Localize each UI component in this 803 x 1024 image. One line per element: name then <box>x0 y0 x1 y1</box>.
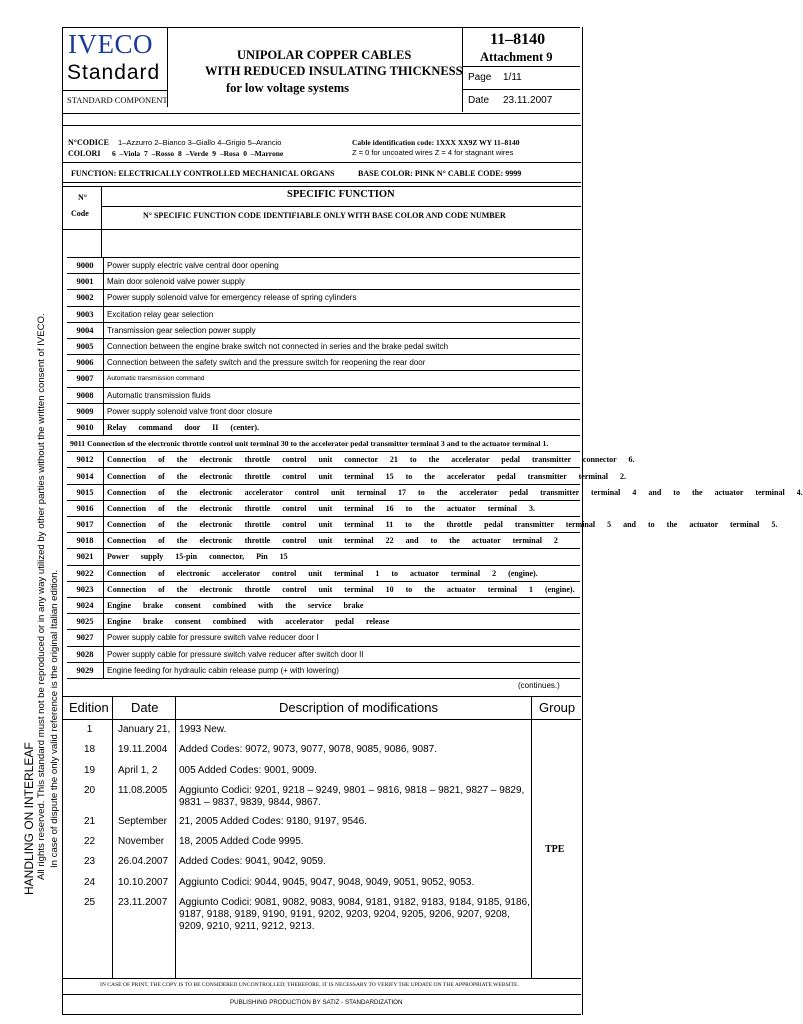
code-number: 9002 <box>67 290 104 306</box>
code-number: 9009 <box>67 403 104 419</box>
print-note: IN CASE OF PRINT, THE COPY IS TO BE CONSIDERED UNCONTROLLED; THEREFORE, IT IS NECESSARY TO VERIFY THE UPDATE ON THE APPROPRIATE WEBSITE. <box>100 982 519 988</box>
code-number: 9006 <box>67 355 104 371</box>
code-description: Connection of the electronic throttle control unit connector 21 to the accelerator pedal transmitter connector 6. <box>104 452 581 468</box>
title-line2: WITH REDUCED INSULATING THICKNESS <box>205 64 463 78</box>
code-description: Power supply electric valve central door opening <box>104 258 581 274</box>
publishing-note: PUBLISHING PRODUCTION BY SATIZ - STANDARDIZATION <box>230 999 403 1006</box>
logo-standard: Standard <box>67 61 161 84</box>
code-number: 9004 <box>67 322 104 338</box>
dispute-note: In case of dispute the only valid reference is the original Italian edition. <box>49 569 60 868</box>
code-description: Relay command door II (center). <box>104 419 581 435</box>
table-row <box>67 355 580 371</box>
table-row <box>67 565 580 581</box>
date-label: Date <box>468 95 490 106</box>
code-description: Connection of the electronic throttle control unit terminal 30 to the accelerator pedal transmitter terminal 3 and to the actuator terminal 1. <box>87 439 549 449</box>
handling-note: HANDLING ON INTERLEAF <box>22 742 36 895</box>
base-color-line: BASE COLOR: PINK N° CABLE CODE: 9999 <box>358 169 522 178</box>
code-number: 9000 <box>67 258 104 274</box>
edition-description: Added Codes: 9041, 9042, 9059. <box>179 856 326 867</box>
table-row <box>67 436 580 452</box>
code-number: 9014 <box>67 468 104 484</box>
code-description: Connection of electronic accelerator control unit terminal 1 to actuator terminal 2 (engine). <box>104 565 581 581</box>
code-number: 9008 <box>67 387 104 403</box>
code-description: Connection of the electronic throttle control unit terminal 15 to the accelerator pedal transmitter terminal 2. <box>104 468 581 484</box>
code-description: Connection between the engine brake switch not connected in series and the brake pedal switch <box>104 338 581 354</box>
table-row <box>67 258 580 274</box>
table-row <box>67 371 580 387</box>
standard-component: STANDARD COMPONENT <box>67 95 168 105</box>
code-number: 9003 <box>67 306 104 322</box>
colors-legend-label: COLORI <box>68 149 101 158</box>
edition-number: 23 <box>83 856 96 867</box>
date-value: 23.11.2007 <box>503 95 553 106</box>
table-row <box>67 549 580 565</box>
table-row <box>67 338 580 354</box>
edition-number: 20 <box>83 785 96 796</box>
ident-code: Cable identification code: 1XXX XX9Z WY 11–8140 <box>352 138 520 147</box>
table-row <box>67 274 580 290</box>
table-row <box>67 517 580 533</box>
code-number: 9001 <box>67 274 104 290</box>
code-head: Code <box>71 209 89 218</box>
colors-legend: 6 –Viola 7 –Rosso 8 –Verde 9 –Rosa 0 –Marrone <box>112 149 284 158</box>
code-description: Power supply cable for pressure switch valve reducer after switch door II <box>104 646 581 662</box>
edition-date: 19.11.2004 <box>118 744 168 755</box>
table-row <box>67 484 580 500</box>
code-description: Connection of the electronic throttle control unit terminal 11 to the throttle pedal transmitter terminal 5 and to the actuator terminal 5. <box>104 517 581 533</box>
code-number: 9024 <box>67 597 104 613</box>
code-description: Connection of the electronic throttle control unit terminal 22 and to the actuator terminal 2 <box>104 533 581 549</box>
title-line1: UNIPOLAR COPPER CABLES <box>237 48 412 62</box>
code-number: 9029 <box>67 662 104 678</box>
code-description: Engine brake consent combined with the service brake <box>104 597 581 613</box>
doc-number: 11–8140 <box>490 31 546 48</box>
edition-description: Aggiunto Codici: 9044, 9045, 9047, 9048, 9049, 9051, 9052, 9053. <box>179 877 475 888</box>
table-row <box>67 646 580 662</box>
edition-date: January 21, <box>118 724 171 735</box>
edition-description: 005 Added Codes: 9001, 9009. <box>179 765 317 776</box>
date-head: Date <box>131 700 159 715</box>
code-legend-label: N°CODICE <box>68 138 109 147</box>
table-row <box>67 468 580 484</box>
code-number: 9022 <box>67 565 104 581</box>
code-number: 9007 <box>67 371 104 387</box>
table-row <box>67 306 580 322</box>
edition-description: 21, 2005 Added Codes: 9180, 9197, 9546. <box>179 816 367 827</box>
edition-head: Edition <box>69 700 109 715</box>
edition-number: 19 <box>83 765 96 776</box>
edition-date: November <box>118 836 165 847</box>
attachment: Attachment 9 <box>480 50 553 64</box>
logo-iveco: IVECO <box>68 29 153 59</box>
rights-note: All rights reserved. This standard must not be reproduced or in any way utilized by other parties without the written consent of IVECO. <box>36 313 47 880</box>
code-description: Engine brake consent combined with accelerator pedal release <box>104 614 581 630</box>
edition-number: 22 <box>83 836 96 847</box>
code-description: Connection of the electronic throttle control unit terminal 10 to the actuator terminal 1 (engine). <box>104 581 581 597</box>
specific-function-sub: N° SPECIFIC FUNCTION CODE IDENTIFIABLE ONLY WITH BASE COLOR AND CODE NUMBER <box>143 211 506 220</box>
edition-description: Added Codes: 9072, 9073, 9077, 9078, 9085, 9086, 9087. <box>179 744 437 755</box>
group-head: Group <box>539 700 576 715</box>
code-number: 9005 <box>67 338 104 354</box>
code-description: Connection of the electronic throttle control unit terminal 16 to the actuator terminal 3. <box>104 500 581 516</box>
code-number: 9015 <box>67 484 104 500</box>
edition-date: September <box>118 816 167 827</box>
description-head: Description of modifications <box>279 700 438 715</box>
code-description: Connection between the safety switch and the pressure switch for reopening the rear door <box>104 355 581 371</box>
table-row <box>67 419 580 435</box>
code-description: Automatic transmission command <box>104 371 581 387</box>
table-row <box>67 581 580 597</box>
code-number: 9023 <box>67 581 104 597</box>
edition-number: 21 <box>83 816 96 827</box>
edition-date: 26.04.2007 <box>118 856 169 867</box>
code-description: Power supply solenoid valve front door closure <box>104 403 581 419</box>
edition-number: 25 <box>83 897 96 908</box>
z-note: Z = 0 for uncoated wires Z = 4 for stagnant wires <box>352 148 514 157</box>
code-number: 9025 <box>67 614 104 630</box>
code-description: Main door solenoid valve power supply <box>104 274 581 290</box>
edition-number: 18 <box>83 744 96 755</box>
code-description: Automatic transmission fluids <box>104 387 581 403</box>
table-row <box>67 500 580 516</box>
code-number: 9028 <box>67 646 104 662</box>
table-row <box>67 533 580 549</box>
table-row <box>67 630 580 646</box>
code-number: 9010 <box>67 419 104 435</box>
function-line: FUNCTION: ELECTRICALLY CONTROLLED MECHANICAL ORGANS <box>71 169 335 178</box>
table-row <box>67 403 580 419</box>
edition-description: 18, 2005 Added Code 9995. <box>179 836 304 847</box>
code-description: Power supply solenoid valve for emergency release of spring cylinders <box>104 290 581 306</box>
code-number: 9018 <box>67 533 104 549</box>
edition-description-cont: 9831 – 9837, 9839, 9844, 9867. <box>179 797 321 808</box>
edition-number: 1 <box>86 724 93 735</box>
continues-note: (continues.) <box>518 681 560 690</box>
code-head-n: N° <box>78 193 87 202</box>
edition-description: Aggiunto Codici: 9201, 9218 – 9249, 9801 – 9816, 9818 – 9821, 9827 – 9829, <box>179 785 525 796</box>
table-row <box>67 452 580 468</box>
edition-description-cont: 9209, 9210, 9211, 9212, 9213. <box>179 921 315 932</box>
code-number: 9016 <box>67 500 104 516</box>
edition-date: 11.08.2005 <box>118 785 168 796</box>
title-line3: for low voltage systems <box>226 81 350 95</box>
table-row <box>67 322 580 338</box>
table-row <box>67 597 580 613</box>
code-description: Transmission gear selection power supply <box>104 322 581 338</box>
edition-description: Aggiunto Codici: 9081, 9082, 9083, 9084, 9181, 9182, 9183, 9184, 9185, 9186, <box>179 897 530 908</box>
edition-date: 23.11.2007 <box>118 897 168 908</box>
group-value: TPE <box>545 844 565 855</box>
edition-number: 24 <box>83 877 96 888</box>
code-number: 9021 <box>67 549 104 565</box>
specific-function-head: SPECIFIC FUNCTION <box>287 189 395 200</box>
edition-description: 1993 New. <box>179 724 227 735</box>
page-value: 1/11 <box>503 72 522 83</box>
edition-date: 10.10.2007 <box>118 877 169 888</box>
table-row <box>67 387 580 403</box>
code-legend: 1–Azzurro 2–Bianco 3–Giallo 4–Grigio 5–Arancio <box>118 138 282 147</box>
edition-description-cont: 9187, 9188, 9189, 9190, 9191, 9202, 9203, 9204, 9205, 9206, 9207, 9208, <box>179 909 510 920</box>
code-description: Power supply 15-pin connector, Pin 15 <box>104 549 581 565</box>
table-row <box>67 662 580 678</box>
code-description: Engine feeding for hydraulic cabin release pump (+ with lowering) <box>104 662 581 678</box>
code-description: Power supply cable for pressure switch valve reducer door I <box>104 630 581 646</box>
table-row <box>67 614 580 630</box>
page-label: Page <box>468 72 492 83</box>
table-row <box>67 290 580 306</box>
code-number: 9017 <box>67 517 104 533</box>
codes-table <box>67 257 803 679</box>
edition-date: April 1, 2 <box>118 765 158 776</box>
code-description: Connection of the electronic accelerator control unit terminal 17 to the accelerator pedal transmitter terminal 4 and to the actuator terminal 4. <box>104 484 581 500</box>
code-number: 9011 <box>70 439 86 449</box>
code-number: 9027 <box>67 630 104 646</box>
code-description: Excitation relay gear selection <box>104 306 581 322</box>
code-number: 9012 <box>67 452 104 468</box>
